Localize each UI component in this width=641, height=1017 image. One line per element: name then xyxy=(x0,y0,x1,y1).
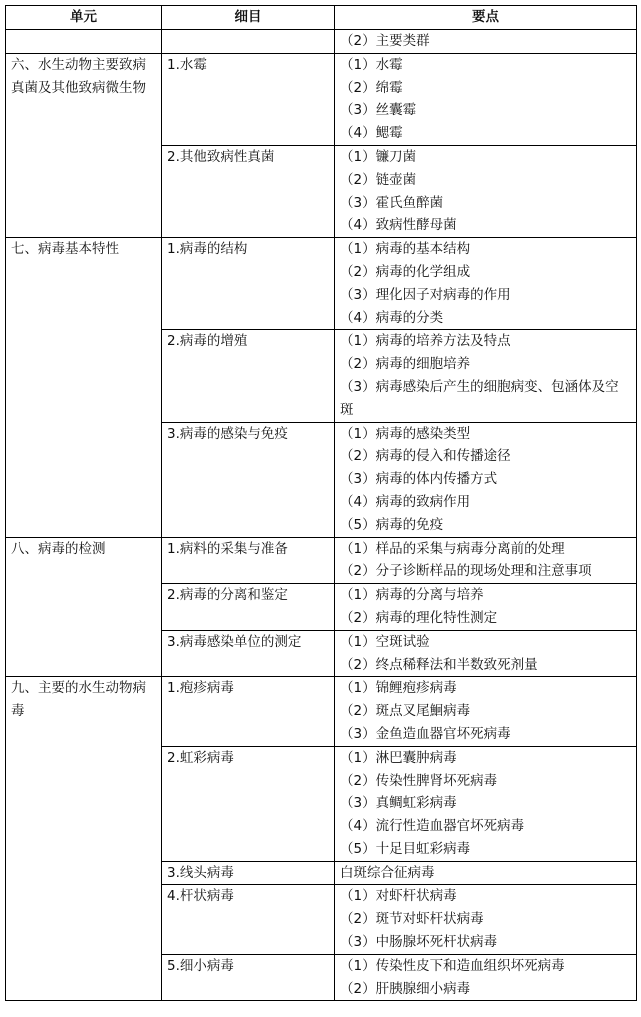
key-point: （2）绵霉 xyxy=(340,79,403,96)
key-point: （3）金鱼造血器官坏死病毒 xyxy=(340,725,511,742)
points-cell xyxy=(335,584,637,631)
unit-cell xyxy=(6,238,162,537)
detail-cell xyxy=(162,537,335,584)
key-point: （2）分子诊断样品的现场处理和注意事项 xyxy=(340,563,592,580)
detail-cell xyxy=(162,584,335,631)
detail-cell xyxy=(162,630,335,677)
key-point: （2）病毒的侵入和传播途径 xyxy=(340,448,511,465)
header-unit: 单元 xyxy=(6,6,162,30)
detail-title: 1.病料的采集与准备 xyxy=(167,540,288,557)
key-point: （3）霍氏鱼醉菌 xyxy=(340,194,444,211)
syllabus-table xyxy=(5,5,637,1001)
key-point: （2）主要类群 xyxy=(340,33,430,49)
key-point: （4）致病性酵母菌 xyxy=(340,217,457,234)
key-point: （1）病毒的基本结构 xyxy=(340,241,471,258)
key-point: （4）鳃霉 xyxy=(340,125,403,142)
points-cell xyxy=(335,746,637,861)
points-cell xyxy=(335,885,637,954)
key-point: （2）终点稀释法和半数致死剂量 xyxy=(340,656,538,673)
table-row xyxy=(6,677,637,746)
key-point: （4）病毒的致病作用 xyxy=(340,493,471,510)
detail-cell xyxy=(162,422,335,537)
points-cell xyxy=(335,630,637,677)
detail-cell xyxy=(162,746,335,861)
key-point: （1）病毒的分离与培养 xyxy=(340,587,484,604)
detail-cell xyxy=(162,238,335,330)
detail-title: 4.杆状病毒 xyxy=(167,888,234,905)
table-row xyxy=(6,238,637,330)
key-point: （1）传染性皮下和造血组织坏死病毒 xyxy=(340,957,565,974)
key-point: （2）斑节对虾杆状病毒 xyxy=(340,911,484,928)
key-point: （1）病毒的感染类型 xyxy=(340,425,471,442)
detail-title: 1.疱疹病毒 xyxy=(167,680,234,697)
table-row xyxy=(6,53,637,145)
header-row xyxy=(6,6,637,30)
key-point: （5）十足目虹彩病毒 xyxy=(340,840,471,857)
key-point: （2）肝胰腺细小病毒 xyxy=(340,980,471,997)
key-point: （1）对虾杆状病毒 xyxy=(340,888,457,905)
carry-over-points-cell xyxy=(335,30,637,54)
key-point: 白斑综合征病毒 xyxy=(340,864,435,881)
detail-title: 3.病毒的感染与免疫 xyxy=(167,425,288,442)
unit-title: 九、主要的水生动物病毒 xyxy=(11,680,146,720)
unit-cell xyxy=(6,537,162,677)
detail-title: 2.其他致病性真菌 xyxy=(167,148,275,165)
points-cell xyxy=(335,422,637,537)
key-point: （3）病毒感染后产生的细胞病变、包涵体及空斑 xyxy=(340,378,619,418)
detail-cell xyxy=(162,330,335,422)
key-point: （1）淋巴囊肿病毒 xyxy=(340,749,457,766)
key-point: （1）病毒的培养方法及特点 xyxy=(340,333,511,350)
detail-title: 2.病毒的增殖 xyxy=(167,333,248,350)
unit-title: 八、病毒的检测 xyxy=(11,540,106,557)
unit-cell xyxy=(6,677,162,1001)
points-cell xyxy=(335,954,637,1001)
detail-cell xyxy=(162,885,335,954)
detail-title: 3.病毒感染单位的测定 xyxy=(167,633,302,650)
points-cell xyxy=(335,53,637,145)
syllabus-body xyxy=(6,30,637,1001)
key-point: （1）样品的采集与病毒分离前的处理 xyxy=(340,540,565,557)
detail-cell xyxy=(162,861,335,885)
key-point: （3）理化因子对病毒的作用 xyxy=(340,286,511,303)
points-cell xyxy=(335,537,637,584)
key-point: （2）病毒的理化特性测定 xyxy=(340,609,498,626)
header-detail: 细目 xyxy=(162,6,335,30)
carry-over-unit-cell xyxy=(6,30,162,54)
points-cell xyxy=(335,330,637,422)
detail-title: 1.病毒的结构 xyxy=(167,241,248,258)
key-point: （3）病毒的体内传播方式 xyxy=(340,471,498,488)
key-point: （1）镰刀菌 xyxy=(340,148,417,165)
detail-title: 3.线头病毒 xyxy=(167,864,234,881)
points-cell xyxy=(335,861,637,885)
key-point: （2）病毒的化学组成 xyxy=(340,263,471,280)
table-row xyxy=(6,537,637,584)
points-cell xyxy=(335,145,637,237)
carry-over-detail-cell xyxy=(162,30,335,54)
detail-cell xyxy=(162,53,335,145)
detail-cell xyxy=(162,677,335,746)
key-point: （4）病毒的分类 xyxy=(340,309,444,326)
detail-title: 2.虹彩病毒 xyxy=(167,749,234,766)
detail-cell xyxy=(162,954,335,1001)
key-point: （2）链壶菌 xyxy=(340,171,417,188)
unit-cell xyxy=(6,53,162,237)
points-cell xyxy=(335,238,637,330)
key-point: （3）丝囊霉 xyxy=(340,102,417,119)
unit-title: 六、水生动物主要致病真菌及其他致病微生物 xyxy=(11,56,146,96)
key-point: （2）传染性脾肾坏死病毒 xyxy=(340,772,498,789)
key-point: （2）斑点叉尾鮰病毒 xyxy=(340,703,471,720)
key-point: （5）病毒的免疫 xyxy=(340,516,444,533)
detail-title: 1.水霉 xyxy=(167,56,207,73)
unit-title: 七、病毒基本特性 xyxy=(11,241,119,258)
detail-title: 2.病毒的分离和鉴定 xyxy=(167,587,288,604)
key-point: （1）空斑试验 xyxy=(340,633,430,650)
detail-title: 5.细小病毒 xyxy=(167,957,234,974)
key-point: （1）锦鲤疱疹病毒 xyxy=(340,680,457,697)
detail-cell xyxy=(162,145,335,237)
carry-over-row xyxy=(6,30,637,54)
key-point: （1）水霉 xyxy=(340,56,403,73)
header-points: 要点 xyxy=(335,6,637,30)
key-point: （2）病毒的细胞培养 xyxy=(340,356,471,373)
points-cell xyxy=(335,677,637,746)
key-point: （3）中肠腺坏死杆状病毒 xyxy=(340,934,498,951)
key-point: （4）流行性造血器官坏死病毒 xyxy=(340,818,525,835)
key-point: （3）真鲷虹彩病毒 xyxy=(340,795,457,812)
